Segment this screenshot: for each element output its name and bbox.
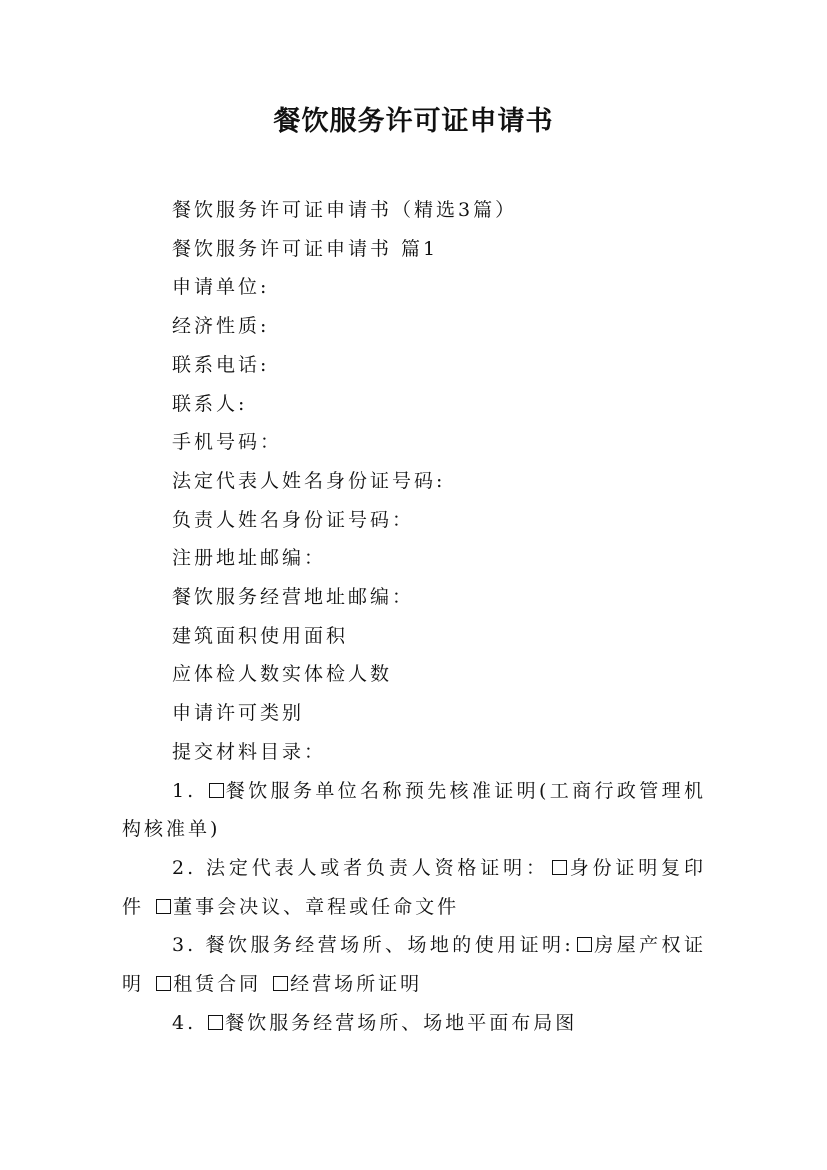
field-health-check: 应体检人数实体检人数 [172, 663, 393, 686]
field-contact-person: 联系人: [172, 392, 248, 415]
field-applicant-unit: 申请单位: [172, 276, 270, 299]
field-area: 建筑面积使用面积 [172, 624, 349, 647]
option-label: 房屋产权证明 [122, 934, 706, 996]
item-text: 3. 餐饮服务经营场所、场地的使用证明: [172, 934, 574, 957]
field-license-category: 申请许可类别 [172, 702, 305, 725]
item-text: 餐饮服务单位名称预先核准证明(工商行政管理机构核准单) [122, 779, 706, 841]
item-text: 2. 法定代表人或者负责人资格证明： [172, 856, 549, 879]
option-label: 经营场所证明 [290, 973, 423, 996]
item-number: 1. [172, 779, 197, 802]
checkbox-icon[interactable] [209, 783, 224, 798]
field-business-address: 餐饮服务经营地址邮编： [172, 586, 415, 609]
checkbox-icon[interactable] [273, 976, 288, 991]
checkbox-icon[interactable] [577, 937, 592, 952]
checkbox-icon[interactable] [552, 860, 567, 875]
section-heading: 餐饮服务许可证申请书 篇1 [172, 237, 439, 260]
field-economic-nature: 经济性质: [172, 315, 270, 338]
materials-heading: 提交材料目录： [172, 740, 327, 763]
option-label: 董事会决议、章程或任命文件 [173, 895, 460, 918]
checkbox-icon[interactable] [156, 976, 171, 991]
subtitle-line: 餐饮服务许可证申请书（精选3篇） [172, 199, 518, 221]
checkbox-icon[interactable] [208, 1015, 223, 1030]
field-responsible-id: 负责人姓名身份证号码： [172, 508, 415, 531]
material-item-2 [122, 849, 706, 926]
document-body [122, 191, 706, 1042]
item-number: 4. [172, 1011, 197, 1034]
field-registered-address: 注册地址邮编： [172, 547, 327, 570]
field-legal-rep-id: 法定代表人姓名身份证号码: [172, 469, 446, 492]
option-label: 身份证明复印件 [122, 856, 706, 918]
material-item-1 [122, 772, 706, 849]
option-label: 租赁合同 [173, 973, 262, 996]
document-title: 餐饮服务许可证申请书 [273, 106, 554, 137]
item-text: 餐饮服务经营场所、场地平面布局图 [225, 1011, 578, 1034]
checkbox-icon[interactable] [156, 899, 171, 914]
field-phone: 联系电话: [172, 353, 270, 376]
field-mobile: 手机号码： [172, 431, 283, 454]
material-item-3 [122, 926, 706, 1003]
material-item-4 [122, 1004, 706, 1043]
